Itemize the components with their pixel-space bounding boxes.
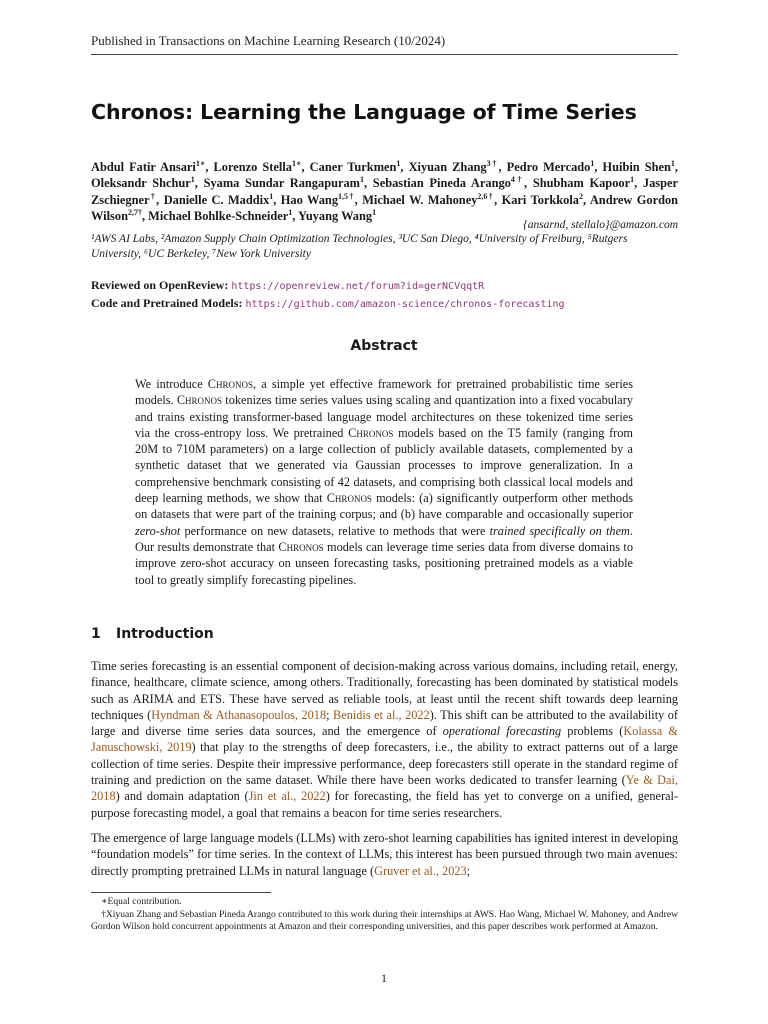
footnote: †Xiyuan Zhang and Sebastian Pineda Arango contributed to this work during their internships at AWS. Hao Wang, Michael W. Mahoney, and Andrew Gordon Wilson hold concurrent appointments at Amazon and their corresponding universities, and this paper describes work performed at Amazon. — [91, 908, 678, 933]
affiliations: ¹AWS AI Labs, ²Amazon Supply Chain Optimization Technologies, ³UC San Diego, ⁴University of Freiburg, ⁵Rutgers University, ⁶UC Berkeley, ⁷New York University — [91, 233, 628, 260]
citation-link[interactable]: Kolassa & Januschowski, 2019 — [91, 724, 678, 755]
citation-link[interactable]: Gruver et al., 2023 — [374, 863, 467, 878]
author-separator: , — [194, 176, 204, 191]
intro-paragraph: Time series forecasting is an essential component of decision-making across various domains, including retail, energy, finance, healthcare, climate science, among others. Traditionally, forecasting has been dominated by statistical models such as ARIMA and ETS. These have served as reliable tools, at least until the recent shift towards deep learning techniques (Hyndman & Athanasopoulos, 2018; Benidis et al., 2022). This shift can be attributed to the availability of large and diverse time series data sources, and the emergence of operational forecasting problems (Kolassa & Januschowski, 2019) that play to the strengths of deep forecasters, i.e., the ability to extract patterns out of a large collection of time series. Despite their impressive performance, deep forecasters still operate in the standard regime of training and prediction on the same dataset. While there have been works dedicated to transfer learning (Ye & Dai, 2018) and domain adaptation (Jin et al., 2022) for forecasting, the field has yet to converge on a unified, general-purpose forecasting model, a goal that remains a beacon for time series researchers. — [91, 659, 679, 820]
author-name: Hao Wang — [280, 192, 339, 207]
footnote: ∗Equal contribution. — [101, 896, 182, 907]
author-affil-mark: 1 — [590, 158, 595, 168]
section-number: 1 — [91, 626, 101, 642]
author-separator: , — [141, 209, 149, 224]
model-name: Chronos — [348, 425, 394, 440]
author-affil-mark: 2 — [579, 191, 584, 201]
author-affil-mark: 1 — [190, 175, 195, 185]
author-separator: , — [400, 160, 409, 174]
author-affil-mark: 1∗ — [292, 158, 302, 168]
model-name: Chronos — [326, 491, 372, 506]
section-title: Introduction — [116, 626, 214, 642]
author-affil-mark: 1 — [269, 191, 274, 201]
author-name: Andrew Gordon Wilson — [91, 192, 679, 224]
author-name: Pedro Mercado — [506, 160, 591, 174]
author-separator: , — [498, 160, 507, 174]
model-name: Chronos — [176, 393, 223, 408]
section-heading — [91, 626, 214, 642]
citation-link[interactable]: Hyndman & Athanasopoulos, 2018 — [151, 707, 327, 722]
author-separator: , — [205, 160, 214, 174]
author-name: Yuyang Wang — [298, 209, 373, 224]
author-affil-mark: 1,5† — [338, 191, 355, 201]
author-separator: , — [674, 160, 679, 174]
author-affil-mark: 1 — [360, 175, 365, 185]
author-name: Caner Turkmen — [309, 160, 397, 174]
page-number: 1 — [381, 971, 387, 985]
author-block — [91, 158, 679, 231]
author-name: Lorenzo Stella — [213, 160, 292, 174]
citation-link[interactable]: Benidis et al., 2022 — [333, 707, 430, 722]
author-affil-mark: 1 — [372, 208, 377, 218]
author-contact: {ansarnd, stellalo}@amazon.com — [523, 219, 678, 231]
author-name: Kari Torkkola — [501, 192, 580, 207]
author-name: Syama Sundar Rangapuram — [203, 176, 361, 191]
author-name: Huibin Shen — [602, 160, 671, 174]
author-name: Michael W. Mahoney — [362, 192, 478, 207]
author-name: Jasper Zschiegner — [91, 176, 678, 207]
author-separator: , — [273, 192, 281, 207]
author-name: Michael Bohlke-Schneider — [148, 209, 289, 224]
footnote-rule — [91, 892, 271, 893]
author-affil-mark: 1 — [670, 158, 675, 168]
author-affil-mark: 4† — [510, 175, 525, 185]
author-separator: , — [364, 176, 373, 191]
author-separator: , — [354, 192, 363, 207]
author-separator: , — [524, 176, 533, 191]
paper-title: Chronos: Learning the Language of Time Series — [91, 100, 637, 124]
author-separator: , — [301, 160, 310, 174]
review-link[interactable]: https://openreview.net/forum?id=gerNCVqqtR — [231, 281, 485, 292]
code-link[interactable]: https://github.com/amazon-science/chronos-forecasting — [245, 299, 565, 310]
citation-link[interactable]: Jin et al., 2022 — [248, 789, 326, 804]
intro-body — [91, 658, 678, 888]
footnotes — [91, 896, 678, 934]
author-name: Danielle C. Maddix — [163, 192, 270, 207]
abstract-heading: Abstract — [350, 338, 418, 354]
author-affil-mark: 1 — [630, 175, 635, 185]
author-separator: , — [583, 192, 590, 207]
header-rule — [91, 54, 678, 55]
author-affil-mark: 3† — [486, 158, 499, 168]
author-affil-mark: 1 — [288, 208, 293, 218]
author-name: Abdul Fatir Ansari — [91, 160, 196, 174]
author-separator: , — [292, 209, 299, 224]
intro-paragraph: The emergence of large language models (LLMs) with zero-shot learning capabilities has ignited interest in developing “foundation models” for time series. In the context of LLMs, this interest has been pursued through two main avenues: directly prompting pretrained LLMs in natural language (Gruver et al., 2023; — [91, 830, 678, 878]
citation-link[interactable]: Ye & Dai, 2018 — [91, 773, 679, 804]
review-label: Reviewed on OpenReview: — [91, 278, 229, 292]
author-affil-mark: 2,7† — [127, 208, 142, 218]
model-name: Chronos — [278, 539, 324, 554]
code-label: Code and Pretrained Models: — [91, 296, 243, 310]
model-name: Chronos — [207, 377, 254, 391]
author-affil-mark: 1 — [396, 158, 401, 168]
author-name: Sebastian Pineda Arango — [372, 176, 511, 191]
author-separator: , — [594, 160, 603, 174]
author-separator: , — [634, 176, 643, 191]
links-block — [91, 277, 565, 313]
author-separator: , — [494, 192, 502, 207]
author-affil-mark: † — [149, 191, 157, 201]
abstract-body: We introduce Chronos, a simple yet effective framework for pretrained probabilistic time series models. Chronos tokenizes time series values using scaling and quantization into a fixed vocabulary and trains existing transformer-based language model architectures on these tokenized time series via the cross-entropy loss. We pretrained Chronos models based on the T5 family (ranging from 20M to 710M parameters) on a large collection of publicly available datasets, complemented by a synthetic dataset that we generated via Gaussian processes to improve generalization. In a comprehensive benchmark consisting of 42 datasets, and comprising both classical local models and deep learning methods, we show that Chronos models: (a) significantly outperform other methods on datasets that were part of the training corpus; and (b) have comparable and occasionally superior zero-shot performance on new datasets, relative to methods that were trained specifically on them. Our results demonstrate that Chronos models can leverage time series data from diverse domains to improve zero-shot accuracy on unseen forecasting tasks, positioning pretrained models as a viable tool to greatly simplify forecasting pipelines. — [135, 377, 634, 587]
author-separator: , — [156, 192, 164, 207]
author-affil-mark: 2,6† — [477, 191, 495, 201]
author-name: Xiyuan Zhang — [408, 160, 487, 174]
author-name: Shubham Kapoor — [532, 176, 631, 191]
running-header: Published in Transactions on Machine Learning Research (10/2024) — [91, 33, 446, 48]
author-name: Oleksandr Shchur — [91, 176, 191, 191]
author-affil-mark: 1∗ — [195, 158, 206, 168]
